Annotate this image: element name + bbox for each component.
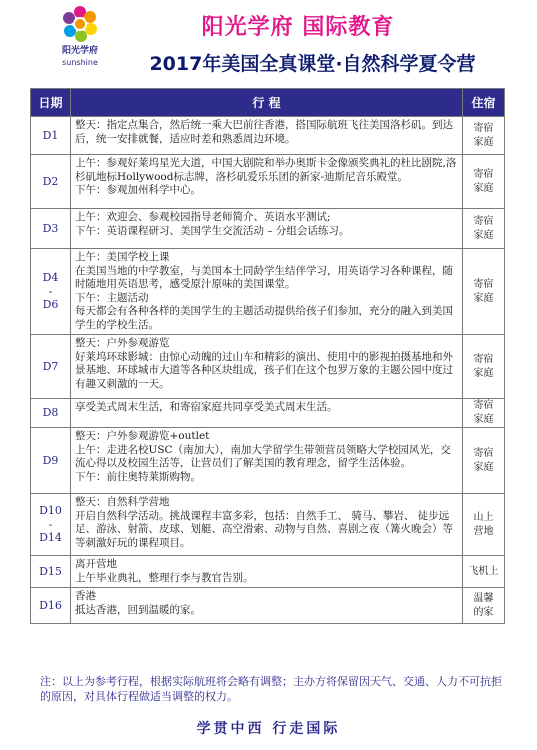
day-cell <box>31 209 71 249</box>
day-label: D2 <box>42 174 59 188</box>
day-label: D8 <box>42 406 59 420</box>
itinerary-line: 上午：欢迎会、参观校园指导老师简介、英语水平测试; <box>75 211 331 223</box>
header-stay: 住宿 <box>463 89 505 117</box>
stay-cell <box>463 335 505 399</box>
table-row <box>31 428 505 494</box>
logo-name: 阳光学府 <box>61 46 98 56</box>
table-row <box>31 335 505 399</box>
stay-label: 营地 <box>473 525 494 537</box>
itinerary-cell <box>71 155 463 209</box>
itinerary-line: 整天：指定点集合，然后统一乘大巴前往香港，搭国际航班飞往美国洛杉矶。到达后，统一安排就餐，适应时差和熟悉周边环境。 <box>75 119 453 145</box>
table-row <box>31 155 505 209</box>
itinerary-line: 整天：户外参观游览+outlet <box>75 430 210 442</box>
flower-logo-icon <box>62 6 98 42</box>
stay-cell <box>463 399 505 428</box>
itinerary-cell <box>71 335 463 399</box>
stay-label: 的家 <box>473 606 494 618</box>
itinerary-cell <box>71 249 463 335</box>
day-label: D3 <box>42 221 59 235</box>
day-label: D9 <box>42 453 59 467</box>
day-label: D1 <box>42 128 59 142</box>
stay-label: 寄宿 <box>473 215 494 227</box>
page-title: 2017年美国全真课堂·自然科学夏令营 <box>149 53 476 75</box>
itinerary-line: 下午：参观加州科学中心。 <box>75 184 201 196</box>
table-row <box>31 249 505 335</box>
stay-label: 家庭 <box>473 292 494 304</box>
itinerary-table <box>30 88 505 624</box>
day-cell <box>31 335 71 399</box>
day-cell <box>31 249 71 335</box>
itinerary-line: 上午：走进名校USC（南加大），南加大学留学生带领营员领略大学校园风光，交流心得以及校园生活等，让营员们了解美国的教育理念，留学生活体验。 <box>75 443 451 469</box>
itinerary-table-container <box>30 88 504 624</box>
stay-label: 寄宿 <box>473 278 494 290</box>
stay-cell <box>463 494 505 556</box>
header-itinerary: 行 程 <box>71 89 463 117</box>
table-row <box>31 588 505 624</box>
day-label: D14 <box>39 531 62 545</box>
itinerary-line: 下午：前往奥特莱斯购物。 <box>75 470 201 483</box>
itinerary-cell <box>71 494 463 556</box>
table-row <box>31 117 505 155</box>
day-label: - <box>48 284 53 298</box>
day-label: D10 <box>39 504 62 518</box>
stay-label: 家庭 <box>473 136 494 148</box>
stay-cell <box>463 209 505 249</box>
day-label: - <box>48 517 53 531</box>
day-cell <box>31 428 71 494</box>
stay-label: 山上 <box>473 511 494 523</box>
stay-label: 寄宿 <box>473 168 494 180</box>
day-label: D7 <box>42 359 59 373</box>
slogan: 学贯中西 行走国际 <box>196 721 341 737</box>
itinerary-line: 抵达香港，回到温暖的家。 <box>75 603 201 616</box>
itinerary-line: 享受美式周末生活，和寄宿家庭共同享受美式周末生活。 <box>75 401 338 413</box>
logo-subtitle: sunshine <box>62 58 98 67</box>
day-cell <box>31 494 71 556</box>
day-label: D4 <box>42 271 59 285</box>
header-day: 日期 <box>31 89 71 117</box>
table-row <box>31 399 505 428</box>
itinerary-cell <box>71 399 463 428</box>
stay-cell <box>463 249 505 335</box>
itinerary-line: 下午：英语课程研习、美国学生交流活动 – 分组会话练习。 <box>75 224 350 237</box>
itinerary-line: 离开营地 <box>75 558 117 570</box>
stay-label: 温馨 <box>473 592 494 604</box>
day-cell <box>31 588 71 624</box>
day-label: D15 <box>39 564 62 578</box>
itinerary-cell <box>71 588 463 624</box>
stay-label: 寄宿 <box>473 122 494 134</box>
stay-label: 家庭 <box>473 414 494 425</box>
stay-cell <box>463 556 505 588</box>
itinerary-line: 好莱坞环球影城：由惊心动魄的过山车和精彩的演出、使用中的影视拍摄基地和外景基地、环球城市大道等各种区块组成，孩子们在这个包罗万象的主题公园中度过有趣又刺激的一天。 <box>75 350 453 390</box>
stay-label: 寄宿 <box>473 353 494 365</box>
day-cell <box>31 556 71 588</box>
table-row <box>31 494 505 556</box>
stay-cell <box>463 428 505 494</box>
itinerary-cell <box>71 556 463 588</box>
itinerary-line: 香港 <box>75 590 96 602</box>
day-cell <box>31 399 71 428</box>
stay-label: 家庭 <box>473 182 494 194</box>
itinerary-cell <box>71 209 463 249</box>
stay-label: 寄宿 <box>473 400 494 411</box>
stay-label: 家庭 <box>473 229 494 241</box>
itinerary-line: 上午：参观好莱坞星光大道，中国大剧院和举办奥斯卡金像颁奖典礼的杜比剧院,洛杉矶地标Hollywood标志牌，洛杉矶爱乐乐团的新家-迪斯尼音乐殿堂。 <box>75 157 457 183</box>
sunshine-logo <box>50 6 110 76</box>
stay-label: 家庭 <box>473 367 494 379</box>
brand-heading: 阳光学府 国际教育 <box>201 15 395 40</box>
stay-cell <box>463 117 505 155</box>
stay-label: 家庭 <box>473 461 494 473</box>
stay-cell <box>463 588 505 624</box>
table-row <box>31 209 505 249</box>
itinerary-line: 在美国当地的中学教室，与美国本土同龄学生结伴学习，用英语学习各种课程，随时随地用英语思考，感受原汁原味的美国课堂。 <box>75 264 453 290</box>
day-cell <box>31 117 71 155</box>
itinerary-line: 整天：户外参观游览 <box>75 337 170 349</box>
day-label: D16 <box>39 598 62 612</box>
stay-cell <box>463 155 505 209</box>
stay-label: 寄宿 <box>473 447 494 459</box>
table-row <box>31 556 505 588</box>
itinerary-cell <box>71 117 463 155</box>
itinerary-line: 上午毕业典礼，整理行李与教官告别。 <box>75 571 254 584</box>
day-label: D6 <box>42 298 59 312</box>
itinerary-line: 每天都会有各种各样的美国学生的主题活动提供给孩子们参加，充分的融入到美国学生的学校生活。 <box>75 305 453 331</box>
itinerary-line: 下午：主题活动 <box>75 291 149 304</box>
footnote: 注：以上为参考行程，根据实际航班将会略有调整；主办方将保留因天气、交通、人力不可抗拒的原因，对具体行程做适当调整的权力。 <box>40 675 502 703</box>
itinerary-line: 整天：自然科学营地 <box>75 496 170 508</box>
table-header-row <box>31 89 505 117</box>
itinerary-line: 开启自然科学活动。挑战课程丰富多彩，包括：自然手工、 骑马、攀岩、 徒步远足、游泳、射箭、皮球、划艇、高空滑索、动物与自然、喜剧之夜（篝火晚会）等等刺激好玩的课程项目。 <box>75 509 453 549</box>
day-cell <box>31 155 71 209</box>
itinerary-line: 上午：美国学校上课 <box>75 251 170 263</box>
page-header <box>0 0 537 88</box>
stay-label: 飞机上 <box>468 565 499 577</box>
itinerary-cell <box>71 428 463 494</box>
